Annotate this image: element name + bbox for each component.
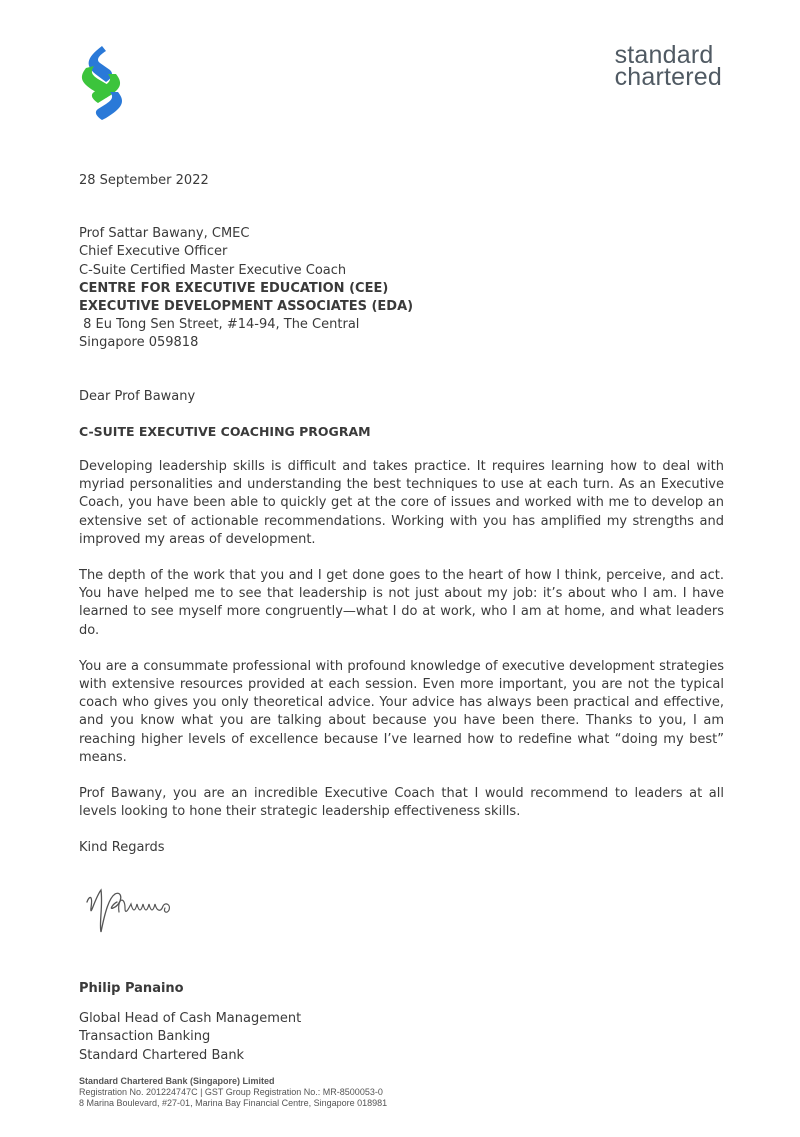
standard-chartered-logo-icon bbox=[76, 44, 128, 122]
signer-name: Philip Panaino bbox=[79, 980, 184, 996]
recipient-line: EXECUTIVE DEVELOPMENT ASSOCIATES (EDA) bbox=[79, 299, 414, 315]
brand-line-2: chartered bbox=[614, 63, 722, 91]
subject-line: C-SUITE EXECUTIVE COACHING PROGRAM bbox=[79, 423, 371, 439]
footer-company: Standard Chartered Bank (Singapore) Limited bbox=[79, 1076, 275, 1086]
handwritten-signature bbox=[79, 868, 229, 940]
recipient-line: Chief Executive Officer bbox=[79, 244, 228, 260]
body-paragraph: The depth of the work that you and I get done goes to the heart of how I think, perceive, and act. You have helped me to see that leadership is not just about my job: it’s about who I am. I have learned to see myself more congruently—what I do at work, who I am at home, and what leaders do. bbox=[79, 568, 724, 638]
signer-company: Standard Chartered Bank bbox=[79, 1047, 245, 1063]
recipient-line: Prof Sattar Bawany, CMEC bbox=[79, 226, 250, 242]
brand-wordmark bbox=[614, 41, 722, 91]
recipient-line: Singapore 059818 bbox=[79, 335, 199, 351]
recipient-line: C-Suite Certified Master Executive Coach bbox=[79, 262, 347, 278]
recipient-line: 8 Eu Tong Sen Street, #14-94, The Central bbox=[79, 317, 360, 333]
recipient-line: CENTRE FOR EXECUTIVE EDUCATION (CEE) bbox=[79, 280, 389, 296]
body-paragraph: Developing leadership skills is difficult and takes practice. It requires learning how to deal with myriad personalities and understanding the best techniques to use at each turn. As an Executive Coach, you have been able to quickly get at the core of issues and worked with me to develop an extensive set of actionable recommendations. Working with you has amplified my strengths and improved my areas of development. bbox=[79, 459, 724, 547]
body-paragraph: Prof Bawany, you are an incredible Executive Coach that I would recommend to leaders at all levels looking to hone their strategic leadership effectiveness skills. bbox=[79, 786, 724, 820]
footer-registration: Registration No. 201224747C | GST Group Registration No.: MR-8500053-0 bbox=[79, 1087, 383, 1097]
letter-date: 28 September 2022 bbox=[79, 173, 209, 188]
letter-body bbox=[79, 172, 724, 1065]
brand-line-1: standard bbox=[614, 41, 714, 69]
signer-title: Global Head of Cash Management bbox=[79, 1011, 302, 1027]
signer-department: Transaction Banking bbox=[79, 1029, 211, 1045]
footer-address: 8 Marina Boulevard, #27-01, Marina Bay Financial Centre, Singapore 018981 bbox=[79, 1098, 388, 1108]
body-paragraph: You are a consummate professional with profound knowledge of executive development strategies with extensive resources provided at each session. Even more important, you are not the typical coach who gives you only theoretical advice. Your advice has always been practical and effective, and you know what you are talking about because you have been there. Thanks to you, I am reaching higher levels of excellence because I’ve learned how to redefine what “doing my best” means. bbox=[79, 658, 724, 765]
recipient-block bbox=[79, 225, 724, 352]
signer-block bbox=[79, 980, 724, 1065]
salutation: Dear Prof Bawany bbox=[79, 388, 196, 404]
closing: Kind Regards bbox=[79, 840, 165, 856]
letter-footer bbox=[79, 1076, 387, 1109]
